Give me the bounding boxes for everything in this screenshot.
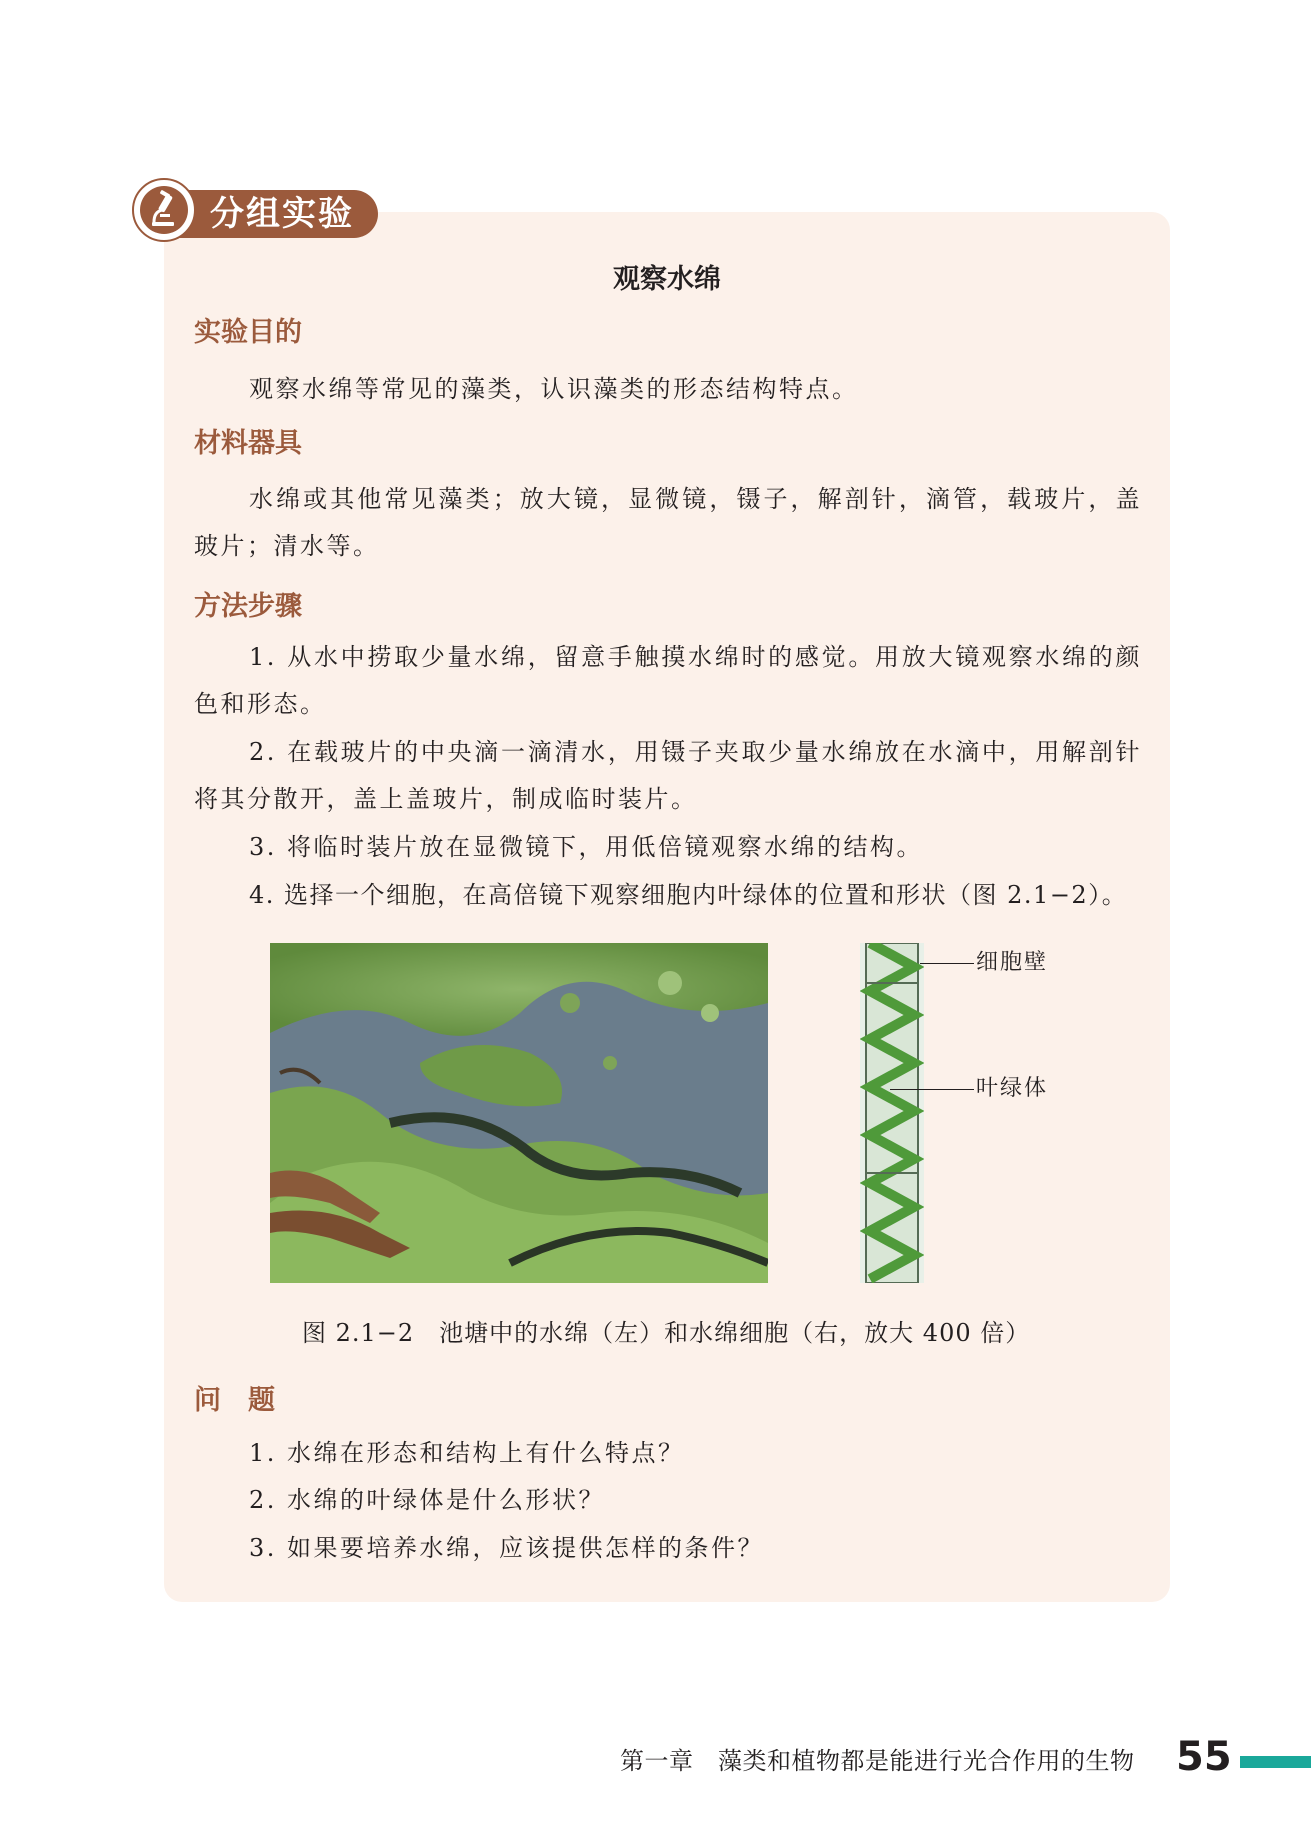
- badge-label: 分组实验: [210, 194, 354, 234]
- purpose-text: 观察水绵等常见的藻类，认识藻类的形态结构特点。: [249, 375, 859, 403]
- experiment-title: 观察水绵: [613, 264, 721, 295]
- cell-wall-label: 细胞壁: [976, 950, 1049, 975]
- pond-spirogyra-photo: [270, 943, 768, 1283]
- chloroplast-label: 叶绿体: [976, 1076, 1049, 1101]
- purpose-heading: 实验目的: [194, 317, 302, 348]
- materials-text: 水绵或其他常见藻类；放大镜，显微镜，镊子，解剖针，滴管，载玻片，盖玻片；清水等。: [194, 485, 1142, 560]
- microscope-icon: [140, 186, 188, 234]
- step-4: 4. 选择一个细胞，在高倍镜下观察细胞内叶绿体的位置和形状（图 2.1−2）。: [249, 881, 1128, 909]
- badge-circle: [132, 178, 196, 242]
- footer-accent-bar: [1240, 1756, 1311, 1768]
- questions-heading: 问 题: [194, 1385, 275, 1416]
- question-3: 3. 如果要培养水绵，应该提供怎样的条件？: [249, 1534, 765, 1562]
- figure-caption: 图 2.1−2 池塘中的水绵（左）和水绵细胞（右，放大 400 倍）: [302, 1319, 1031, 1347]
- step-1: 1. 从水中捞取少量水绵，留意手触摸水绵时的感觉。用放大镜观察水绵的颜色和形态。: [194, 643, 1142, 718]
- step-3: 3. 将临时装片放在显微镜下，用低倍镜观察水绵的结构。: [249, 833, 924, 861]
- page-number: 55: [1176, 1734, 1232, 1780]
- steps-heading: 方法步骤: [194, 591, 302, 622]
- chapter-footer: 第一章 藻类和植物都是能进行光合作用的生物: [620, 1747, 1135, 1775]
- chloroplast-leader-line: [890, 1089, 974, 1090]
- question-2: 2. 水绵的叶绿体是什么形状？: [249, 1486, 606, 1514]
- step-2: 2. 在载玻片的中央滴一滴清水，用镊子夹取少量水绵放在水滴中，用解剖针将其分散开，盖上盖玻片，制成临时装片。: [194, 738, 1142, 813]
- spirogyra-cell-photo: [860, 943, 924, 1283]
- materials-heading: 材料器具: [194, 428, 302, 459]
- cell-wall-leader-line: [920, 963, 974, 964]
- question-1: 1. 水绵在形态和结构上有什么特点？: [249, 1439, 685, 1467]
- group-experiment-badge: [132, 178, 378, 242]
